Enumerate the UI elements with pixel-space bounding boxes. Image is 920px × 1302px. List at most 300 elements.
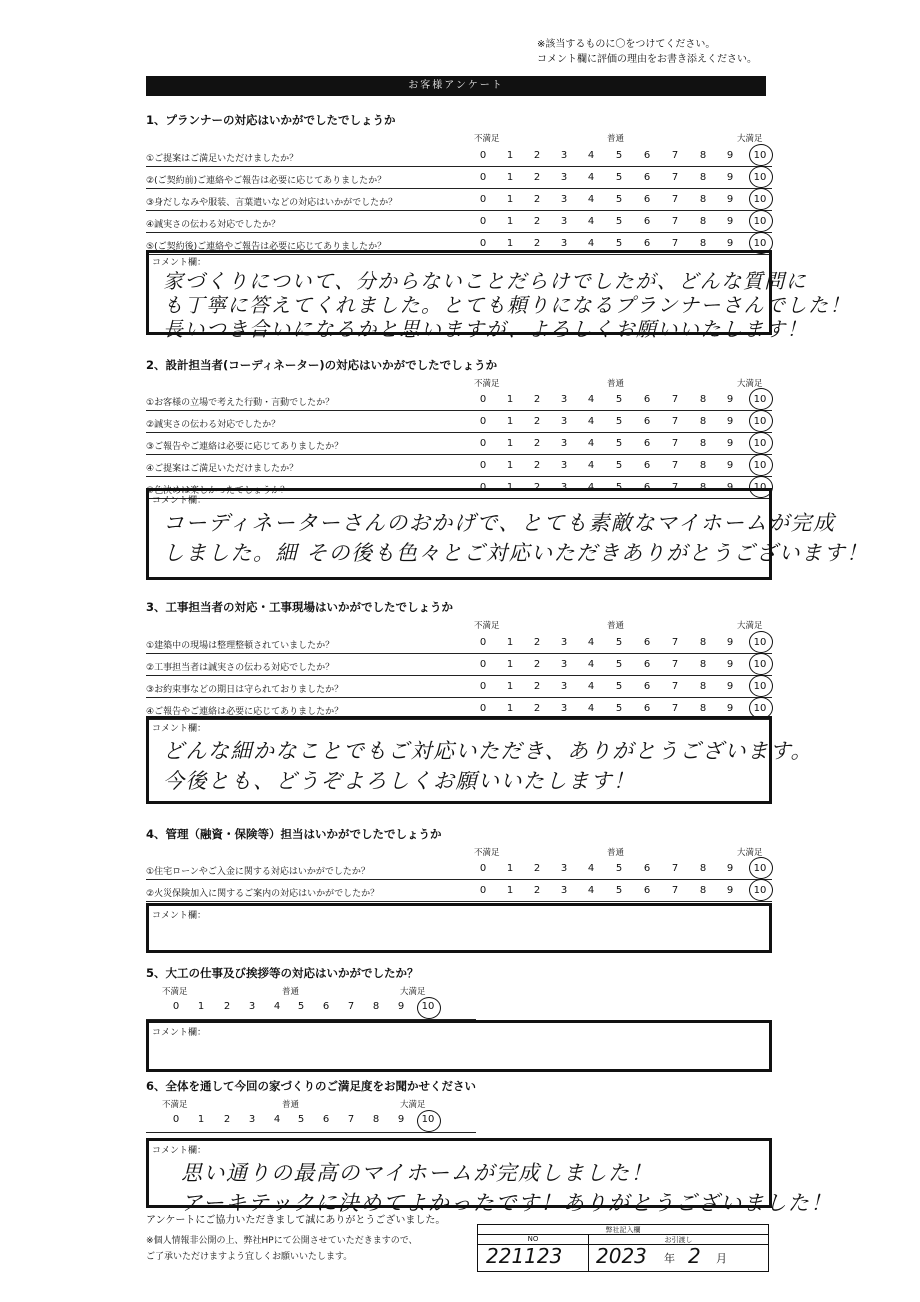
rating-option[interactable]: 3 [560, 637, 568, 648]
rating-option[interactable]: 4 [587, 172, 595, 183]
question-row [146, 167, 772, 189]
handwritten-comment-line: も丁寧に答えてくれました。とても頼りになるプランナーさんでした！ [163, 293, 851, 317]
rating-option[interactable]: 2 [533, 637, 541, 648]
rating-option[interactable]: 9 [726, 681, 734, 692]
selected-rating-circle [749, 653, 773, 675]
rating-option[interactable]: 9 [726, 416, 734, 427]
comment-label: コメント欄： [152, 1146, 207, 1156]
rating-option[interactable]: 6 [643, 460, 651, 471]
question-row [146, 433, 772, 455]
selected-rating-circle [749, 454, 773, 476]
rating-option[interactable]: 9 [726, 238, 734, 249]
rating-option[interactable]: 10 [753, 703, 767, 714]
scale-mid-label: 普通 [607, 848, 625, 858]
question-row [146, 455, 772, 477]
question-text: ②工事担当者は誠実さの伝わる対応でしたか？ [146, 663, 335, 673]
rating-option[interactable]: 5 [615, 885, 623, 896]
rating-option[interactable]: 0 [479, 150, 487, 161]
rating-option[interactable]: 1 [197, 1001, 205, 1012]
rating-option[interactable]: 7 [671, 172, 679, 183]
handwritten-comment-line: 今後とも、どうぞよろしくお願いいたします！ [163, 769, 636, 793]
rating-option[interactable]: 4 [587, 216, 595, 227]
rating-option[interactable]: 5 [615, 194, 623, 205]
rating-option[interactable]: 5 [615, 416, 623, 427]
rating-option[interactable]: 8 [699, 637, 707, 648]
section-title: 2、設計担当者(コーディネーター)の対応はいかがでしたでしょうか [146, 358, 498, 372]
handwritten-comment-line: 家づくりについて、分からないことだらけでしたが、どんな質問に [163, 269, 808, 293]
rating-option[interactable]: 5 [615, 863, 623, 874]
selected-rating-circle [749, 631, 773, 653]
rating-option[interactable]: 3 [560, 216, 568, 227]
rating-option[interactable]: 3 [560, 172, 568, 183]
rating-option[interactable]: 3 [560, 416, 568, 427]
rating-option[interactable]: 5 [615, 238, 623, 249]
rating-option[interactable]: 1 [506, 238, 514, 249]
rating-option[interactable]: 6 [643, 482, 651, 493]
scale-mid-label: 普通 [282, 1100, 300, 1110]
comment-box[interactable] [146, 1020, 772, 1072]
rating-option[interactable]: 5 [297, 1001, 305, 1012]
question-row [146, 189, 772, 211]
rating-option[interactable]: 0 [479, 438, 487, 449]
rating-option[interactable]: 7 [347, 1001, 355, 1012]
rating-option[interactable]: 8 [699, 885, 707, 896]
rating-option[interactable]: 3 [560, 238, 568, 249]
rating-option[interactable]: 7 [671, 460, 679, 471]
rating-option[interactable]: 9 [726, 216, 734, 227]
rating-option[interactable]: 9 [726, 703, 734, 714]
question-row [146, 411, 772, 433]
rating-option[interactable]: 6 [643, 659, 651, 670]
comment-box[interactable] [146, 716, 813, 804]
question-text: ①ご提案はご満足いただけましたか？ [146, 154, 299, 164]
rating-option[interactable]: 7 [671, 394, 679, 405]
rating-option[interactable]: 2 [533, 703, 541, 714]
rating-option[interactable]: 1 [506, 637, 514, 648]
thanks-text: アンケートにご協力いただきまして誠にありがとうございました。 [146, 1215, 446, 1226]
rating-option[interactable]: 3 [560, 703, 568, 714]
handwritten-comment-line: アーキテックに決めてよかったです！ありがとうございました！ [181, 1191, 833, 1215]
rating-option[interactable]: 10 [753, 150, 767, 161]
rating-option[interactable]: 2 [223, 1001, 231, 1012]
question-text: ④誠実さの伝わる対応でしたか？ [146, 220, 281, 230]
rating-option[interactable]: 1 [506, 659, 514, 670]
question-text: ③お約束事などの期日は守られておりましたか？ [146, 685, 344, 695]
instruction-comment: コメント欄に評価の理由をお書き添えください。 [537, 54, 757, 65]
rating-option[interactable]: 10 [753, 438, 767, 449]
selected-rating-circle [749, 857, 773, 879]
rating-option[interactable]: 7 [671, 238, 679, 249]
rating-option[interactable]: 2 [533, 150, 541, 161]
selected-rating-circle [749, 388, 773, 410]
rating-option[interactable]: 4 [273, 1001, 281, 1012]
rating-option[interactable]: 2 [533, 482, 541, 493]
title-bar: お客様アンケート [146, 76, 766, 96]
rating-option[interactable]: 9 [726, 150, 734, 161]
rating-option[interactable]: 8 [699, 216, 707, 227]
question-text: ⑤(ご契約後)ご連絡やご報告は必要に応じてありましたか？ [146, 242, 387, 252]
comment-label: コメント欄： [152, 1028, 207, 1038]
rating-option[interactable]: 0 [479, 194, 487, 205]
rating-option[interactable]: 8 [699, 482, 707, 493]
rating-option[interactable]: 3 [560, 150, 568, 161]
rating-option[interactable]: 9 [726, 460, 734, 471]
rating-option[interactable]: 5 [615, 460, 623, 471]
scale-low-label: 不満足 [474, 848, 500, 858]
rating-option[interactable]: 3 [560, 863, 568, 874]
rating-option[interactable]: 2 [533, 438, 541, 449]
rating-option[interactable]: 6 [643, 172, 651, 183]
question-row [146, 880, 772, 902]
rating-option[interactable]: 7 [671, 416, 679, 427]
question-row [146, 654, 772, 676]
rating-option[interactable]: 2 [533, 216, 541, 227]
rating-option[interactable]: 10 [421, 1114, 435, 1125]
rating-option[interactable]: 3 [560, 659, 568, 670]
rating-option[interactable]: 6 [322, 1001, 330, 1012]
rating-option[interactable]: 8 [699, 394, 707, 405]
section-title: 4、管理（融資・保険等）担当はいかがでしたでしょうか [146, 827, 442, 841]
rating-option[interactable]: 5 [297, 1114, 305, 1125]
scale-high-label: 大満足 [400, 1100, 426, 1110]
rating-option[interactable]: 5 [615, 637, 623, 648]
rating-option[interactable]: 6 [643, 150, 651, 161]
rating-option[interactable]: 7 [671, 438, 679, 449]
no-label: NO [478, 1235, 589, 1245]
section-title: 1、プランナーの対応はいかがでしたでしょうか [146, 113, 396, 127]
rating-option[interactable]: 6 [643, 863, 651, 874]
question-row [146, 858, 772, 880]
rating-option[interactable]: 7 [671, 885, 679, 896]
rating-option[interactable]: 2 [533, 172, 541, 183]
rating-option[interactable]: 10 [753, 482, 767, 493]
question-text: ⑤色決めは楽しかったでしょうか？ [146, 486, 290, 496]
rating-option[interactable]: 10 [753, 681, 767, 692]
rating-option[interactable]: 4 [587, 681, 595, 692]
rating-option[interactable]: 0 [479, 637, 487, 648]
rating-option[interactable]: 5 [615, 681, 623, 692]
rating-option[interactable]: 1 [506, 394, 514, 405]
question-text: ③ご報告やご連絡は必要に応じてありましたか？ [146, 442, 344, 452]
rating-option[interactable]: 0 [172, 1114, 180, 1125]
rating-option[interactable]: 6 [643, 416, 651, 427]
question-text: ③身だしなみや服装、言葉遣いなどの対応はいかがでしたか？ [146, 198, 398, 208]
rating-option[interactable]: 10 [753, 394, 767, 405]
rating-option[interactable]: 4 [587, 637, 595, 648]
rating-option[interactable]: 10 [753, 238, 767, 249]
rating-option[interactable]: 0 [479, 681, 487, 692]
rating-option[interactable]: 2 [533, 460, 541, 471]
comment-box[interactable] [146, 488, 869, 580]
handwritten-comment-line: どんな細かなことでもご対応いただき、ありがとうございます。 [163, 739, 813, 763]
rating-option[interactable]: 3 [248, 1001, 256, 1012]
scale-low-label: 不満足 [474, 379, 500, 389]
rating-option[interactable]: 10 [421, 1001, 435, 1012]
rating-option[interactable]: 1 [506, 216, 514, 227]
handwritten-comment-line: 長いつき合いになるかと思いますが、よろしくお願いいたします！ [163, 317, 808, 341]
rating-option[interactable]: 4 [587, 194, 595, 205]
scale-high-label: 大満足 [400, 987, 426, 997]
rating-option[interactable]: 2 [533, 681, 541, 692]
comment-label: コメント欄： [152, 911, 207, 921]
rating-option[interactable]: 9 [726, 438, 734, 449]
month-unit: 月 [716, 1252, 727, 1265]
rating-option[interactable]: 3 [560, 394, 568, 405]
rating-option[interactable]: 1 [506, 863, 514, 874]
rating-option[interactable]: 7 [347, 1114, 355, 1125]
rating-option[interactable]: 10 [753, 194, 767, 205]
rating-option[interactable]: 4 [587, 863, 595, 874]
rating-option[interactable]: 4 [587, 659, 595, 670]
rating-option[interactable]: 8 [372, 1114, 380, 1125]
question-text: ①住宅ローンやご入金に関する対応はいかがでしたか？ [146, 867, 370, 877]
rating-option[interactable]: 8 [699, 659, 707, 670]
rating-option[interactable]: 8 [699, 194, 707, 205]
rating-option[interactable]: 1 [506, 416, 514, 427]
rating-option[interactable]: 5 [615, 703, 623, 714]
instruction-circle: ※該当するものに〇をつけてください。 [537, 39, 716, 50]
rating-option[interactable]: 6 [643, 637, 651, 648]
rating-option[interactable]: 6 [643, 394, 651, 405]
rating-option[interactable]: 6 [643, 438, 651, 449]
rating-option[interactable]: 8 [699, 460, 707, 471]
office-use-label: 弊社記入欄 [478, 1225, 768, 1235]
comment-box[interactable] [146, 903, 772, 953]
rating-option[interactable]: 4 [587, 438, 595, 449]
rating-option[interactable]: 4 [587, 238, 595, 249]
selected-rating-circle [417, 1110, 441, 1132]
handwritten-comment-line: 思い通りの最高のマイホームが完成しました！ [181, 1161, 654, 1185]
rating-option[interactable]: 7 [671, 637, 679, 648]
rating-option[interactable]: 1 [197, 1114, 205, 1125]
rating-option[interactable]: 7 [671, 681, 679, 692]
scale-mid-label: 普通 [607, 621, 625, 631]
scale-high-label: 大満足 [737, 379, 763, 389]
rating-option[interactable]: 4 [587, 482, 595, 493]
rating-option[interactable]: 10 [753, 659, 767, 670]
question-text: ④ご報告やご連絡は必要に応じてありましたか？ [146, 707, 344, 717]
selected-rating-circle [749, 410, 773, 432]
rating-option[interactable]: 3 [560, 885, 568, 896]
privacy-note-1: ※個人情報非公開の上、弊社HPにて公開させていただきますので、 [146, 1236, 418, 1246]
rating-option[interactable]: 2 [533, 885, 541, 896]
rating-option[interactable]: 2 [223, 1114, 231, 1125]
rating-option[interactable]: 4 [587, 416, 595, 427]
rating-option[interactable]: 4 [273, 1114, 281, 1125]
selected-rating-circle [749, 432, 773, 454]
rating-option[interactable]: 0 [172, 1001, 180, 1012]
rating-option[interactable]: 9 [726, 863, 734, 874]
rating-option[interactable]: 5 [615, 438, 623, 449]
rating-option[interactable]: 0 [479, 460, 487, 471]
scale-low-label: 不満足 [162, 1100, 188, 1110]
delivery-label: お引渡し [589, 1235, 768, 1245]
scale-mid-label: 普通 [282, 987, 300, 997]
rating-option[interactable]: 4 [587, 885, 595, 896]
rating-option[interactable]: 9 [726, 194, 734, 205]
rating-option[interactable]: 9 [726, 172, 734, 183]
rating-option[interactable]: 8 [699, 681, 707, 692]
rating-option[interactable]: 1 [506, 172, 514, 183]
rating-option[interactable]: 0 [479, 885, 487, 896]
question-text: ②火災保険加入に関するご案内の対応はいかがでしたか？ [146, 889, 380, 899]
rating-option[interactable]: 1 [506, 703, 514, 714]
rating-option[interactable]: 2 [533, 659, 541, 670]
rating-option[interactable]: 10 [753, 885, 767, 896]
rating-option[interactable]: 3 [560, 681, 568, 692]
rating-underline [146, 1132, 476, 1133]
rating-option[interactable]: 1 [506, 194, 514, 205]
rating-option[interactable]: 9 [397, 1114, 405, 1125]
rating-option[interactable]: 0 [479, 172, 487, 183]
rating-option[interactable]: 8 [699, 238, 707, 249]
question-row [146, 389, 772, 411]
rating-option[interactable]: 5 [615, 482, 623, 493]
rating-option[interactable]: 7 [671, 194, 679, 205]
selected-rating-circle [749, 166, 773, 188]
year-unit: 年 [664, 1252, 675, 1265]
rating-option[interactable]: 9 [726, 637, 734, 648]
question-text: ④ご提案はご満足いただけましたか？ [146, 464, 299, 474]
handwritten-comment-line: しました。細 その後も色々とご対応いただきありがとうございます！ [163, 541, 869, 565]
selected-rating-circle [749, 188, 773, 210]
privacy-note-2: ご了承いただけますよう宜しくお願いいたします。 [146, 1252, 353, 1262]
rating-option[interactable]: 8 [699, 703, 707, 714]
question-text: ①建築中の現場は整理整頓されていましたか？ [146, 641, 335, 651]
question-text: ①お客様の立場で考えた行動・言動でしたか？ [146, 398, 335, 408]
rating-option[interactable]: 1 [506, 150, 514, 161]
rating-option[interactable]: 0 [479, 703, 487, 714]
rating-option[interactable]: 10 [753, 216, 767, 227]
rating-option[interactable]: 6 [643, 216, 651, 227]
comment-label: コメント欄： [152, 258, 207, 268]
rating-option[interactable]: 8 [699, 150, 707, 161]
rating-option[interactable]: 6 [643, 238, 651, 249]
selected-rating-circle [749, 675, 773, 697]
handwritten-comment-line: コーディネーターさんのおかげで、とても素敵なマイホームが完成 [163, 511, 836, 535]
scale-low-label: 不満足 [474, 621, 500, 631]
rating-option[interactable]: 2 [533, 194, 541, 205]
selected-rating-circle [417, 997, 441, 1019]
rating-option[interactable]: 9 [726, 482, 734, 493]
comment-box[interactable] [146, 250, 851, 341]
scale-high-label: 大満足 [737, 848, 763, 858]
scale-low-label: 不満足 [474, 134, 500, 144]
scale-high-label: 大満足 [737, 621, 763, 631]
rating-option[interactable]: 5 [615, 216, 623, 227]
rating-option[interactable]: 8 [699, 863, 707, 874]
rating-option[interactable]: 4 [587, 460, 595, 471]
question-row [146, 211, 772, 233]
question-text: ②(ご契約前)ご連絡やご報告は必要に応じてありましたか？ [146, 176, 387, 186]
rating-option[interactable]: 8 [699, 172, 707, 183]
rating-option[interactable]: 5 [615, 394, 623, 405]
rating-option[interactable]: 10 [753, 637, 767, 648]
question-row [146, 145, 772, 167]
rating-option[interactable]: 1 [506, 885, 514, 896]
rating-option[interactable]: 0 [479, 216, 487, 227]
rating-option[interactable]: 4 [587, 150, 595, 161]
rating-option[interactable]: 10 [753, 416, 767, 427]
rating-option[interactable]: 9 [726, 659, 734, 670]
scale-mid-label: 普通 [607, 134, 625, 144]
rating-option[interactable]: 3 [560, 460, 568, 471]
question-row [146, 632, 772, 654]
selected-rating-circle [749, 879, 773, 901]
rating-option[interactable]: 5 [615, 150, 623, 161]
rating-option[interactable]: 9 [726, 885, 734, 896]
rating-option[interactable]: 6 [643, 885, 651, 896]
section-title: 6、全体を通して今回の家づくりのご満足度をお聞かせください [146, 1079, 476, 1093]
rating-option[interactable]: 0 [479, 416, 487, 427]
rating-option[interactable]: 2 [533, 238, 541, 249]
comment-label: コメント欄： [152, 724, 207, 734]
rating-option[interactable]: 0 [479, 863, 487, 874]
rating-option[interactable]: 2 [533, 863, 541, 874]
rating-option[interactable]: 6 [643, 194, 651, 205]
selected-rating-circle [749, 210, 773, 232]
rating-option[interactable]: 8 [699, 438, 707, 449]
rating-option[interactable]: 7 [671, 659, 679, 670]
rating-option[interactable]: 6 [322, 1114, 330, 1125]
rating-option[interactable]: 2 [533, 416, 541, 427]
rating-option[interactable]: 9 [726, 394, 734, 405]
comment-label: コメント欄： [152, 496, 207, 506]
rating-option[interactable]: 7 [671, 216, 679, 227]
rating-option[interactable]: 7 [671, 150, 679, 161]
rating-option[interactable]: 0 [479, 238, 487, 249]
rating-option[interactable]: 6 [643, 681, 651, 692]
rating-option[interactable]: 3 [560, 194, 568, 205]
rating-option[interactable]: 1 [506, 681, 514, 692]
rating-option[interactable]: 8 [372, 1001, 380, 1012]
rating-option[interactable]: 3 [248, 1114, 256, 1125]
rating-option[interactable]: 7 [671, 703, 679, 714]
rating-option[interactable]: 8 [699, 416, 707, 427]
year-value: 2023 [596, 1244, 647, 1268]
rating-option[interactable]: 7 [671, 863, 679, 874]
scale-mid-label: 普通 [607, 379, 625, 389]
question-text: ②誠実さの伝わる対応でしたか？ [146, 420, 281, 430]
rating-option[interactable]: 3 [560, 438, 568, 449]
rating-option[interactable]: 0 [479, 482, 487, 493]
rating-option[interactable]: 10 [753, 460, 767, 471]
rating-option[interactable]: 10 [753, 863, 767, 874]
rating-option[interactable]: 9 [397, 1001, 405, 1012]
rating-option[interactable]: 5 [615, 172, 623, 183]
rating-option[interactable]: 4 [587, 394, 595, 405]
question-row [146, 676, 772, 698]
rating-option[interactable]: 1 [506, 460, 514, 471]
rating-option[interactable]: 1 [506, 482, 514, 493]
rating-option[interactable]: 4 [587, 703, 595, 714]
scale-low-label: 不満足 [162, 987, 188, 997]
rating-option[interactable]: 0 [479, 394, 487, 405]
rating-option[interactable]: 1 [506, 438, 514, 449]
rating-option[interactable]: 5 [615, 659, 623, 670]
rating-option[interactable]: 2 [533, 394, 541, 405]
scale-high-label: 大満足 [737, 134, 763, 144]
section-title: 3、工事担当者の対応・工事現場はいかがでしたでしょうか [146, 600, 453, 614]
rating-option[interactable]: 6 [643, 703, 651, 714]
section-title: 5、大工の仕事及び挨拶等の対応はいかがでしたか？ [146, 966, 419, 980]
no-value: 221123 [486, 1244, 563, 1268]
comment-box[interactable] [146, 1138, 833, 1215]
rating-option[interactable]: 10 [753, 172, 767, 183]
rating-option[interactable]: 3 [560, 482, 568, 493]
rating-option[interactable]: 7 [671, 482, 679, 493]
rating-option[interactable]: 0 [479, 659, 487, 670]
